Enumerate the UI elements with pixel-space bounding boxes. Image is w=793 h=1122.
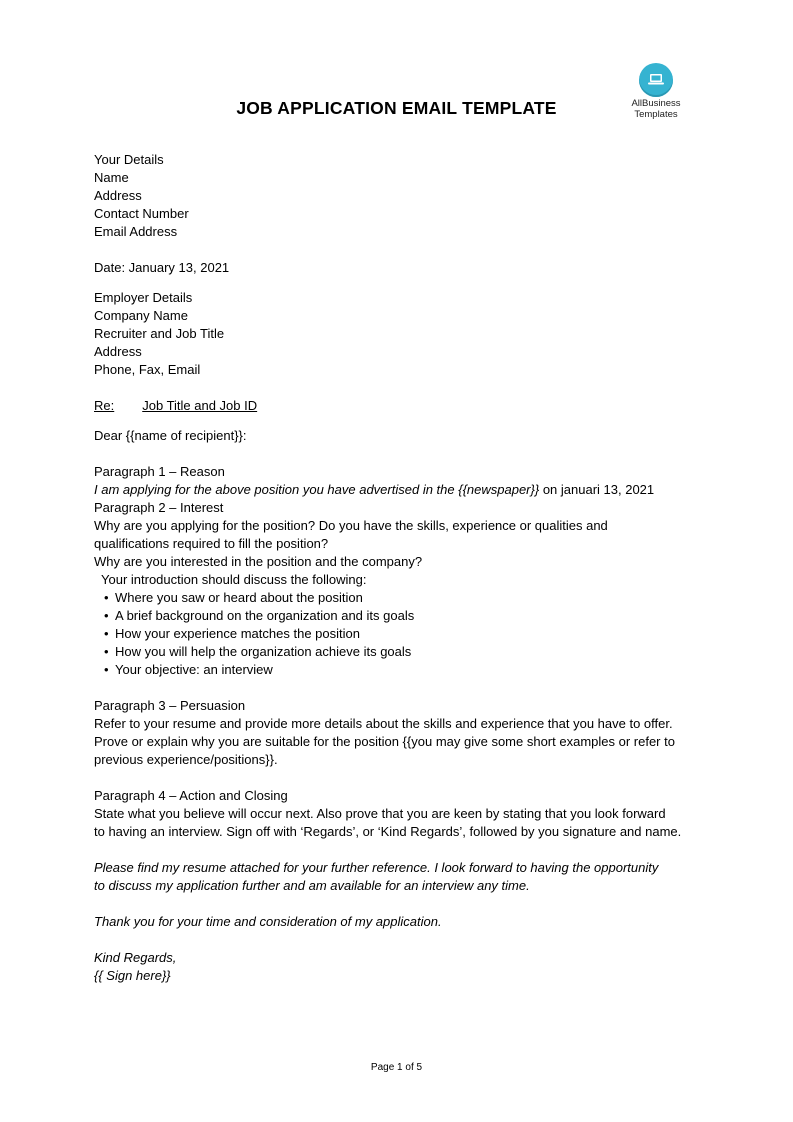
p2-line: Why are you applying for the position? Do you have the skills, experience or qualities and: [94, 518, 608, 533]
thanks-line: Thank you for your time and consideration of my application.: [94, 914, 442, 929]
page-number: Page 1 of 5: [370, 1062, 423, 1073]
p2-line: qualifications required to fill the position?: [94, 536, 329, 551]
p1-text: [94, 481, 704, 499]
signature-placeholder: {{ Sign here}}: [94, 968, 171, 983]
p3-line: previous experience/positions}}.: [94, 752, 278, 767]
signoff-regards: Kind Regards,: [94, 950, 177, 965]
closing-paragraph-line: to discuss my application further and am available for an interview any time.: [94, 878, 530, 893]
employer-recruiter: Recruiter and Job Title: [94, 326, 225, 341]
p3-line: Prove or explain why you are suitable for the position {{you may give some short examples or refer to: [94, 734, 675, 749]
logo-line1: AllBusiness: [631, 98, 681, 109]
list-item: • A brief background on the organization and its goals: [94, 607, 704, 625]
subject-line: [94, 397, 704, 415]
p4-line: State what you believe will occur next. Also prove that you are keen by stating that you look forward: [94, 806, 666, 821]
p2-line: Why are you interested in the position and the company?: [94, 554, 423, 569]
p4-line: to having an interview. Sign off with ‘Regards’, or ‘Kind Regards’, followed by you signature and name.: [94, 824, 682, 839]
your-details-heading: Your Details: [94, 152, 164, 167]
letter-date: Date: January 13, 2021: [94, 260, 230, 275]
p4-heading: Paragraph 4 – Action and Closing: [94, 788, 288, 803]
employer-company: Company Name: [94, 308, 188, 323]
p2-heading: Paragraph 2 – Interest: [94, 500, 224, 515]
list-item: • Your objective: an interview: [94, 661, 704, 679]
p2-intro: Your introduction should discuss the following:: [101, 572, 367, 587]
list-item: • How you will help the organization achieve its goals: [94, 643, 704, 661]
your-details-email: Email Address: [94, 224, 178, 239]
employer-address: Address: [94, 344, 142, 359]
p1-heading: Paragraph 1 – Reason: [94, 464, 225, 479]
subject-text: Job Title and Job ID: [142, 398, 258, 413]
list-item: • Where you saw or heard about the position: [94, 589, 704, 607]
your-details-name: Name: [94, 170, 129, 185]
subject-label: Re:: [94, 398, 115, 413]
your-details-block: [94, 151, 704, 241]
your-details-address: Address: [94, 188, 142, 203]
closing-paragraph-line: Please find my resume attached for your further reference. I look forward to having the opportunity: [94, 860, 659, 875]
employer-details-block: [94, 289, 704, 379]
p1-text-rest: on januari 13, 2021: [539, 482, 655, 497]
employer-details-heading: Employer Details: [94, 290, 193, 305]
logo-line2: Templates: [634, 109, 678, 120]
p2-bullet-list: [94, 589, 704, 679]
laptop-icon: [639, 63, 673, 97]
your-details-contact: Contact Number: [94, 206, 189, 221]
p3-line: Refer to your resume and provide more details about the skills and experience that you have to offer.: [94, 716, 673, 731]
salutation: Dear {{name of recipient}}:: [94, 428, 247, 443]
document-title: JOB APPLICATION EMAIL TEMPLATE: [236, 98, 557, 118]
p1-text-italic: I am applying for the above position you have advertised in the {{newspaper}}: [94, 482, 540, 497]
p3-heading: Paragraph 3 – Persuasion: [94, 698, 246, 713]
employer-contact: Phone, Fax, Email: [94, 362, 201, 377]
letter-body: [94, 151, 704, 985]
list-item: • How your experience matches the position: [94, 625, 704, 643]
